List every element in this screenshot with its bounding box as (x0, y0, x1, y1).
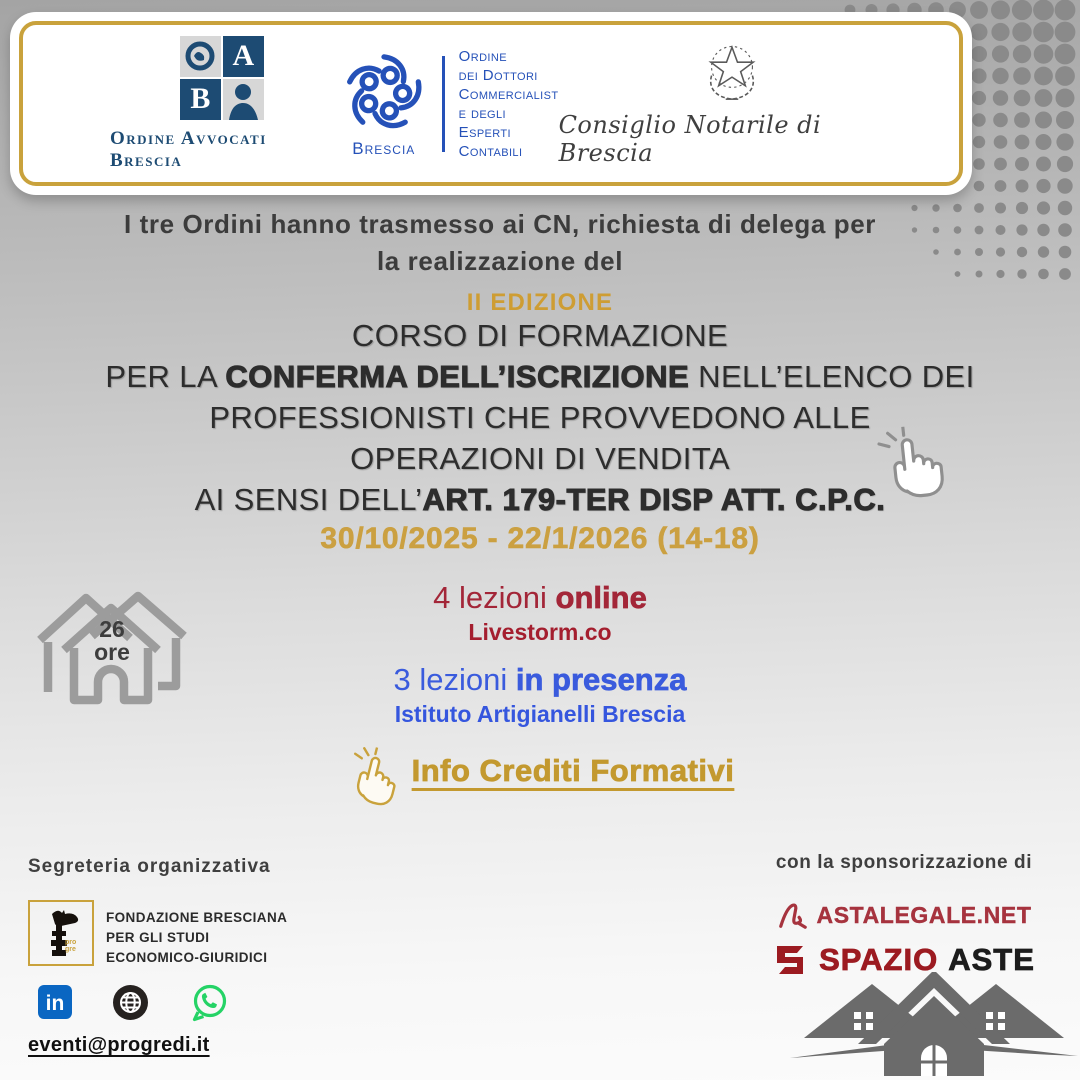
astalegale-mark-icon (777, 900, 809, 930)
odcec-knot-icon (340, 49, 428, 159)
edition-label: II EDIZIONE (466, 289, 614, 316)
oab-portrait-icon (223, 79, 264, 120)
logo-row (50, 26, 932, 181)
odcec-caption-line: Ordine (458, 47, 507, 65)
spazio-aste-logo (754, 942, 1054, 978)
course-title-line-4: OPERAZIONI DI VENDITA (350, 441, 730, 476)
odcec-caption-line: Contabili (458, 142, 523, 160)
hours-value: 26 (99, 616, 125, 642)
click-hand-icon (870, 422, 956, 510)
progredi-bird-icon (38, 908, 84, 958)
linkedin-icon[interactable]: in (38, 985, 72, 1019)
odcec-caption (459, 47, 559, 161)
notarile-caption: Consiglio Notarile di Brescia (558, 110, 822, 167)
logo-ordine-avvocati-brescia (110, 36, 334, 172)
foundation-line: FONDAZIONE BRESCIANA (106, 910, 288, 925)
odcec-city-label: Brescia (352, 138, 416, 158)
credits-row (0, 740, 1080, 802)
hours-unit: ore (94, 639, 130, 665)
website-globe-icon[interactable] (112, 984, 149, 1021)
aste-text: ASTE (948, 942, 1035, 977)
secretariat-heading: Segreteria organizzativa (28, 856, 271, 877)
odcec-divider (442, 56, 445, 152)
whatsapp-icon[interactable] (189, 982, 229, 1022)
foundation-line: PER GLI STUDI (106, 930, 210, 945)
odcec-caption-line: dei Dottori (458, 66, 538, 84)
intro-text (0, 206, 1000, 280)
online-lessons: 4 lezioni online (433, 580, 647, 615)
oab-lion-ring-icon (180, 36, 221, 77)
header-logo-bar (10, 12, 972, 195)
oab-emblem (180, 36, 264, 120)
course-title-line-2: PER LA CONFERMA DELL’ISCRIZIONE NELL’ELENCO DEI (105, 359, 975, 394)
oab-letter-b: B (180, 79, 221, 120)
in-person-venue: Istituto Artigianelli Brescia (394, 701, 686, 727)
odcec-caption-line: e degli Esperti (458, 104, 512, 141)
intro-line-1: I tre Ordini hanno trasmesso ai CN, richiesta di delega per (123, 209, 877, 239)
logo-odcec-brescia (340, 47, 559, 161)
odcec-caption-line: Commercialist (458, 85, 559, 103)
progredi-foundation-logo (28, 900, 94, 966)
online-platform: Livestorm.co (468, 619, 612, 645)
credits-info-link[interactable]: Info Crediti Formativi (411, 753, 735, 788)
course-title-line-3: PROFESSIONISTI CHE PROVVEDONO ALLE (209, 400, 871, 435)
course-title-line-1: CORSO DI FORMAZIONE (351, 318, 729, 353)
oab-caption: Ordine Avvocati Brescia (110, 127, 267, 171)
spazio-text: SPAZIO (819, 942, 939, 977)
intro-line-2: la realizzazione del (376, 246, 624, 276)
foundation-line: ECONOMICO-GIURIDICI (106, 950, 268, 965)
oab-letter-a: A (223, 36, 264, 77)
houses-silhouette-icon (790, 972, 1078, 1076)
astalegale-logo (754, 900, 1054, 930)
foundation-name (106, 908, 287, 968)
click-hand-gold-icon (337, 741, 410, 816)
republic-emblem-icon (699, 41, 765, 107)
astalegale-text: ASTALEGALE.NET (816, 901, 1032, 928)
logo-consiglio-notarile (559, 41, 906, 167)
spazio-aste-mark-icon (773, 942, 809, 978)
email-link[interactable]: eventi@progredi.it (28, 1034, 210, 1056)
svg-text:gre: gre (65, 946, 76, 953)
course-title-line-5: AI SENSI DELL’ART. 179-TER DISP ATT. C.P.C. (194, 482, 886, 517)
svg-text:pro: pro (65, 939, 77, 946)
social-icons-row (38, 982, 229, 1022)
course-dates: 30/10/2025 - 22/1/2026 (14-18) (320, 522, 760, 555)
sponsor-heading: con la sponsorizzazione di (775, 852, 1033, 873)
in-person-lessons: 3 lezioni in presenza (393, 662, 687, 697)
sponsors-column (754, 852, 1054, 978)
